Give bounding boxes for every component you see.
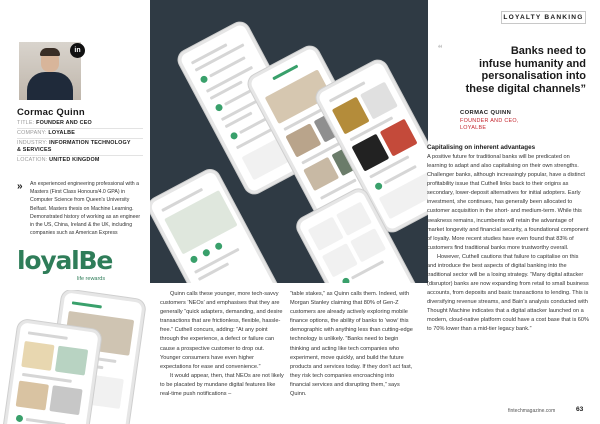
- paragraph: “table stakes,” as Quinn calls them. Indeed, with Morgan Stanley claiming that 80% of Gen-Z customers are already actively exploring mobile finance options, the ability of banks to ‘wow’ this demographic with anything less than cutting-edge technology is unlikely. “Banks need to begin thinking and acting like tech companies who experiment, move quickly, and build the future products and services today. If they don't act fast, they risk tech companies encroaching into financial services and disrupting them,” says Quinn.: [290, 291, 413, 398]
- loyalbe-logo: loyalBe life rewards: [17, 246, 113, 282]
- quote-role: FOUNDER AND CEO, LOYALBE: [460, 118, 519, 131]
- divider: [17, 155, 143, 156]
- pull-quote: Banks need to infuse humanity and personalisation into these digital channels”: [465, 45, 586, 95]
- linkedin-icon[interactable]: in: [70, 43, 85, 58]
- paragraph: It would appear, then, that NEOs are not likely to be placated by mundane digital features like real-time push notifications –: [160, 372, 284, 398]
- article-subheading: Capitalising on inherent advantages: [427, 144, 536, 151]
- paragraph: A positive future for traditional banks will be predicated on learning to adapt and also capitalising on their own strengths. Challenger banks, although increasingly popular, have a distinct profitability issue that Cuthell links back to their origins as secondary, lower-deposit alternatives for initial adopters. Early investment, she continues, has generally been allocated to customer acquisition in the short- and medium-term. While this weakness remains, incumbents will retain the advantage of market longevity and financial security, a foundational component of loyalty. More recent studies have even found that 83% of customers find traditional banks more trustworthy overall.: [427, 154, 589, 251]
- profile-location: LOCATION: UNITED KINGDOM: [17, 157, 100, 163]
- profile-industry: INDUSTRY: INFORMATION TECHNOLOGY & SERVICES: [17, 140, 131, 153]
- paragraph: Quinn calls these younger, more tech-savvy customers ‘NEOs’ and emphasises that they are generally “quick adapters, demanding, and desire transactions that are frictionless, flexible, hassle-free.” Cuthell concurs, adding: “At any point through the experience, a defect or failure can cause a prospective customer to drop out. Younger consumers have even higher expectations for ease and convenience.”: [160, 291, 283, 370]
- footer-site[interactable]: fintechmagazine.com: [508, 408, 556, 414]
- profile-title: TITLE: FOUNDER AND CEO: [17, 120, 92, 126]
- app-screenshots-top: [150, 0, 428, 283]
- chevron-right-icon: »: [17, 181, 20, 192]
- section-tag: LOYALTY BANKING: [501, 11, 586, 24]
- quote-mark: “: [438, 44, 443, 55]
- article-body-right: [427, 153, 589, 335]
- divider: [17, 128, 143, 129]
- quote-author: CORMAC QUINN: [460, 110, 512, 116]
- divider: [17, 138, 143, 139]
- app-screenshots-bottom: [0, 290, 155, 424]
- profile-name: Cormac Quinn: [17, 107, 85, 118]
- profile-company: COMPANY: LOYALBE: [17, 130, 76, 136]
- paragraph: However, Cuthell cautions that failure to capitalise on this and introduce the best aspects of digital banking into the traditional sector will be a losing strategy. “Many digital attacker (disruptor) banks are now expanding from retail to small business accounts, from deposits and basic transactions to lending. This is diversifying revenue streams, and Bain's analysis conducted with Thought Machine indicates that a digital attacker launched on a modern, cloud-native platform could have a cost base that is 60% to 70% lower than a mid-tier legacy bank.”: [427, 253, 589, 333]
- page-number: 63: [576, 406, 584, 413]
- profile-bio: An experienced engineering professional with a Masters (First Class Honours/4.0 GPA) in Computer Science from Queen's University Belfast. Masters thesis on Machine Learning. Demonstrated history of working as an engineer in the US, China, Ireland & the UK, including companies such as American Express: [30, 181, 141, 237]
- phone-mockup: [0, 319, 102, 424]
- article-column-2: [290, 290, 416, 399]
- article-column-1: [160, 290, 286, 399]
